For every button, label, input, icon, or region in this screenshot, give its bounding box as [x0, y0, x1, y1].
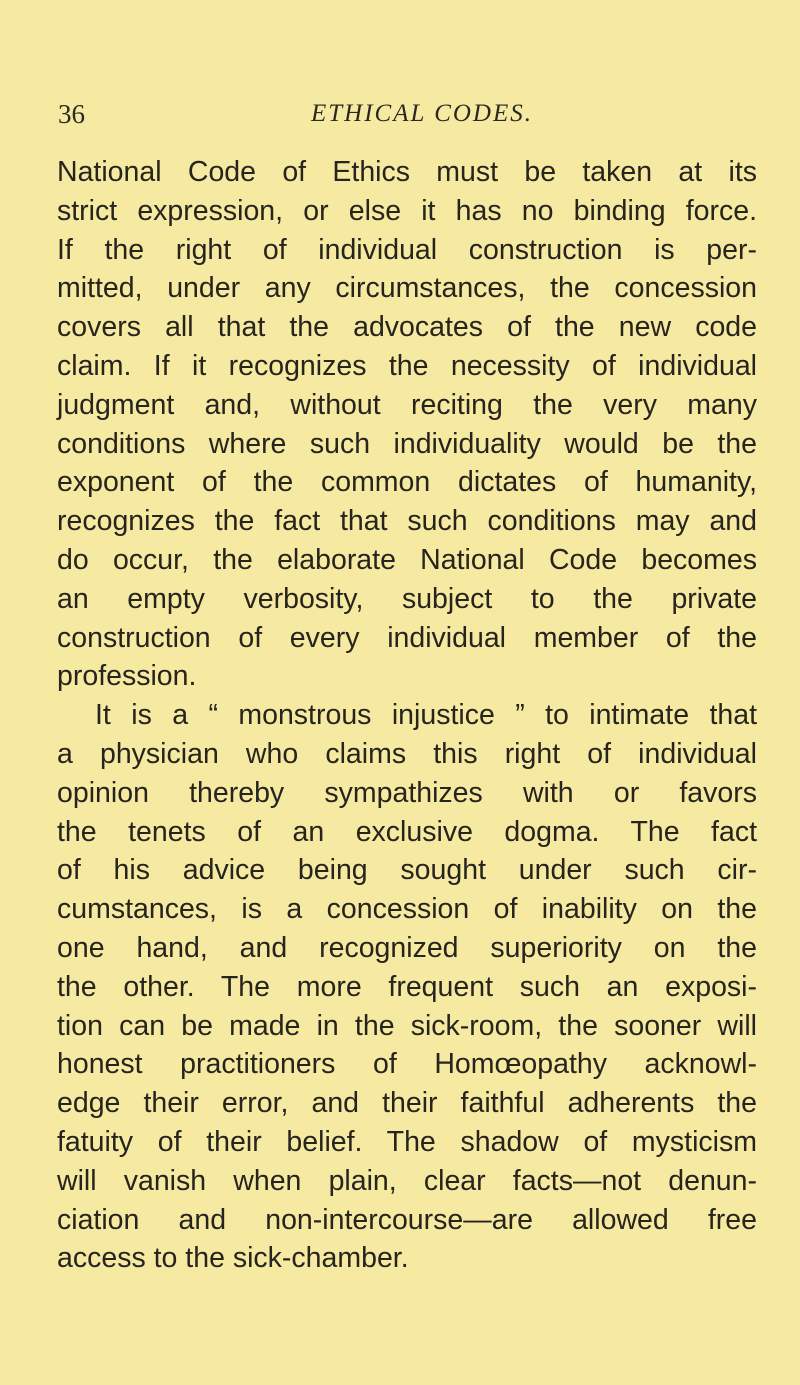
text-line: claim. If it recognizes the necessity of individual: [57, 349, 757, 382]
text-line: profession.: [57, 660, 197, 693]
text-line: ciation and non-intercourse—are allowed free: [57, 1203, 757, 1236]
text-line: strict expression, or else it has no binding force.: [57, 194, 757, 227]
text-line: exponent of the common dictates of humanity,: [57, 466, 757, 499]
text-line: edge their error, and their faithful adherents the: [57, 1087, 757, 1120]
text-line: fatuity of their belief. The shadow of mysticism: [57, 1125, 757, 1158]
page-number: 36: [58, 99, 85, 129]
text-line: the tenets of an exclusive dogma. The fact: [57, 815, 757, 848]
text-line: mitted, under any circumstances, the concession: [57, 272, 757, 305]
text-line: tion can be made in the sick-room, the sooner will: [57, 1009, 757, 1042]
text-line: covers all that the advocates of the new code: [57, 311, 757, 344]
text-line: honest practitioners of Homœopathy acknowl-: [57, 1048, 757, 1081]
text-line: a physician who claims this right of individual: [57, 737, 757, 770]
text-line: construction of every individual member of the: [57, 621, 757, 654]
text-line: If the right of individual construction is per-: [57, 233, 757, 266]
text-line: access to the sick-chamber.: [57, 1242, 409, 1275]
text-line: of his advice being sought under such cir-: [57, 854, 757, 887]
running-title: ETHICAL CODES.: [311, 100, 534, 127]
text-line: conditions where such individuality would be the: [57, 427, 757, 460]
text-line: opinion thereby sympathizes with or favors: [57, 776, 757, 809]
page-header: [58, 94, 758, 134]
text-line: do occur, the elaborate National Code becomes: [57, 543, 757, 576]
body-text: [57, 153, 757, 1278]
text-line: judgment and, without reciting the very many: [57, 388, 757, 421]
text-line: the other. The more frequent such an exposi-: [57, 970, 757, 1003]
text-line: an empty verbosity, subject to the private: [57, 582, 757, 615]
text-line: cumstances, is a concession of inability on the: [57, 893, 757, 926]
text-line: one hand, and recognized superiority on the: [57, 931, 757, 964]
text-line: National Code of Ethics must be taken at its: [57, 156, 757, 188]
text-line: It is a “ monstrous injustice ” to intimate that: [95, 699, 757, 732]
text-line: will vanish when plain, clear facts—not denun-: [57, 1164, 757, 1197]
text-line: recognizes the fact that such conditions may and: [57, 505, 757, 538]
